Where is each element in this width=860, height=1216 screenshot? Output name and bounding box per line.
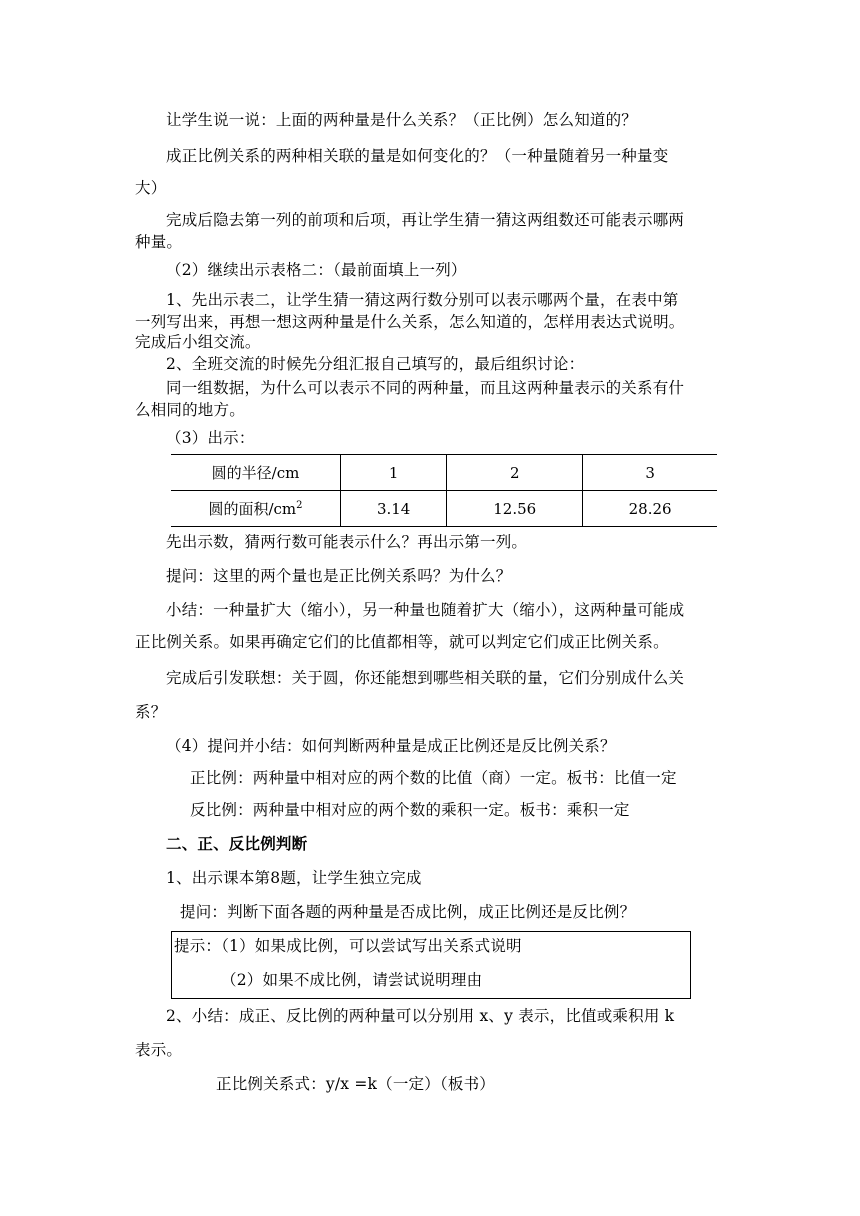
paragraph-association-line1: 完成后引发联想：关于圆，你还能想到哪些相关联的量，它们分别成什么关 xyxy=(166,669,685,687)
paragraph-step-2: （2）继续出示表格二：（最前面填上一列） xyxy=(166,261,467,279)
paragraph-judgement-question: 提问：判断下面各题的两种量是否成比例，成正比例还是反比例？ xyxy=(180,903,636,921)
hint-line1: 提示：（1）如果成比例，可以尝试写出关系式说明 xyxy=(174,937,522,955)
paragraph-relation-question: 让学生说一说：上面的两种量是什么关系？（正比例）怎么知道的？ xyxy=(166,111,638,129)
table-cell: 3.14 xyxy=(341,491,447,527)
section-heading-judgement: 二、正、反比例判断 xyxy=(166,834,308,853)
table-cell: 28.26 xyxy=(583,491,717,527)
paragraph-same-data-line2: 么相同的地方。 xyxy=(135,401,245,419)
paragraph-hide-column-line1: 完成后隐去第一列的前项和后项，再让学生猜一猜这两组数还可能表示哪两 xyxy=(166,211,685,229)
paragraph-summary-line2: 正比例关系。如果再确定它们的比值都相等，就可以判定它们成正比例关系。 xyxy=(135,633,669,651)
paragraph-change-question-line1: 成正比例关系的两种相关联的量是如何变化的？（一种量随着另一种量变 xyxy=(166,147,669,165)
hint-line2: （2）如果不成比例，请尝试说明理由 xyxy=(221,971,483,989)
paragraph-step-3: （3）出示： xyxy=(166,429,255,447)
paragraph-same-data-line1: 同一组数据，为什么可以表示不同的两种量，而且这两种量表示的关系有什 xyxy=(166,379,685,397)
formula-direct-proportion: 正比例关系式：y/x =k（一定）（板书） xyxy=(216,1075,495,1093)
table-cell-area-label xyxy=(171,491,341,527)
definition-inverse-proportion: 反比例：两种量中相对应的两个数的乘积一定。板书：乘积一定 xyxy=(190,801,630,819)
paragraph-hide-column-line2: 种量。 xyxy=(135,233,183,251)
paragraph-step-4: （4）提问并小结：如何判断两种量是成正比例还是反比例关系？ xyxy=(166,737,616,755)
table-cell: 3 xyxy=(583,455,717,491)
table-cell: 12.56 xyxy=(447,491,583,527)
table-cell: 1 xyxy=(341,455,447,491)
paragraph-show-numbers: 先出示数，猜两行数可能表示什么？再出示第一列。 xyxy=(166,533,528,551)
table-row xyxy=(171,455,717,491)
paragraph-show-table2-line3: 完成后小组交流。 xyxy=(135,333,261,351)
table-row xyxy=(171,491,717,527)
paragraph-summary-line1: 小结：一种量扩大（缩小），另一种量也随着扩大（缩小），这两种量可能成 xyxy=(166,601,685,619)
paragraph-show-table2-line1: 1、先出示表二，让学生猜一猜这两行数分别可以表示哪两个量，在表中第 xyxy=(166,291,679,309)
paragraph-show-table2-line2: 一列写出来，再想一想这两种量是什么关系，怎么知道的，怎样用表达式说明。 xyxy=(135,313,685,331)
paragraph-summary2-line2: 表示。 xyxy=(135,1041,183,1059)
paragraph-question-proportion: 提问：这里的两个量也是正比例关系吗？为什么？ xyxy=(166,567,512,585)
paragraph-class-discussion: 2、全班交流的时候先分组汇报自己填写的，最后组织讨论： xyxy=(166,355,585,373)
table-cell: 2 xyxy=(447,455,583,491)
paragraph-change-question-line2: 大） xyxy=(135,179,167,197)
area-label-superscript: 2 xyxy=(296,500,303,511)
definition-direct-proportion: 正比例：两种量中相对应的两个数的比值（商）一定。板书：比值一定 xyxy=(190,769,677,787)
paragraph-association-line2: 系？ xyxy=(135,703,167,721)
area-label-text: 圆的面积/cm xyxy=(208,500,297,518)
paragraph-summary2-line1: 2、小结：成正、反比例的两种量可以分别用 x、y 表示，比值或乘积用 k xyxy=(166,1007,675,1025)
circle-data-table xyxy=(171,454,717,527)
paragraph-textbook-exercise: 1、出示课本第8题，让学生独立完成 xyxy=(166,869,422,887)
table-cell-radius-label: 圆的半径/cm xyxy=(171,455,341,491)
